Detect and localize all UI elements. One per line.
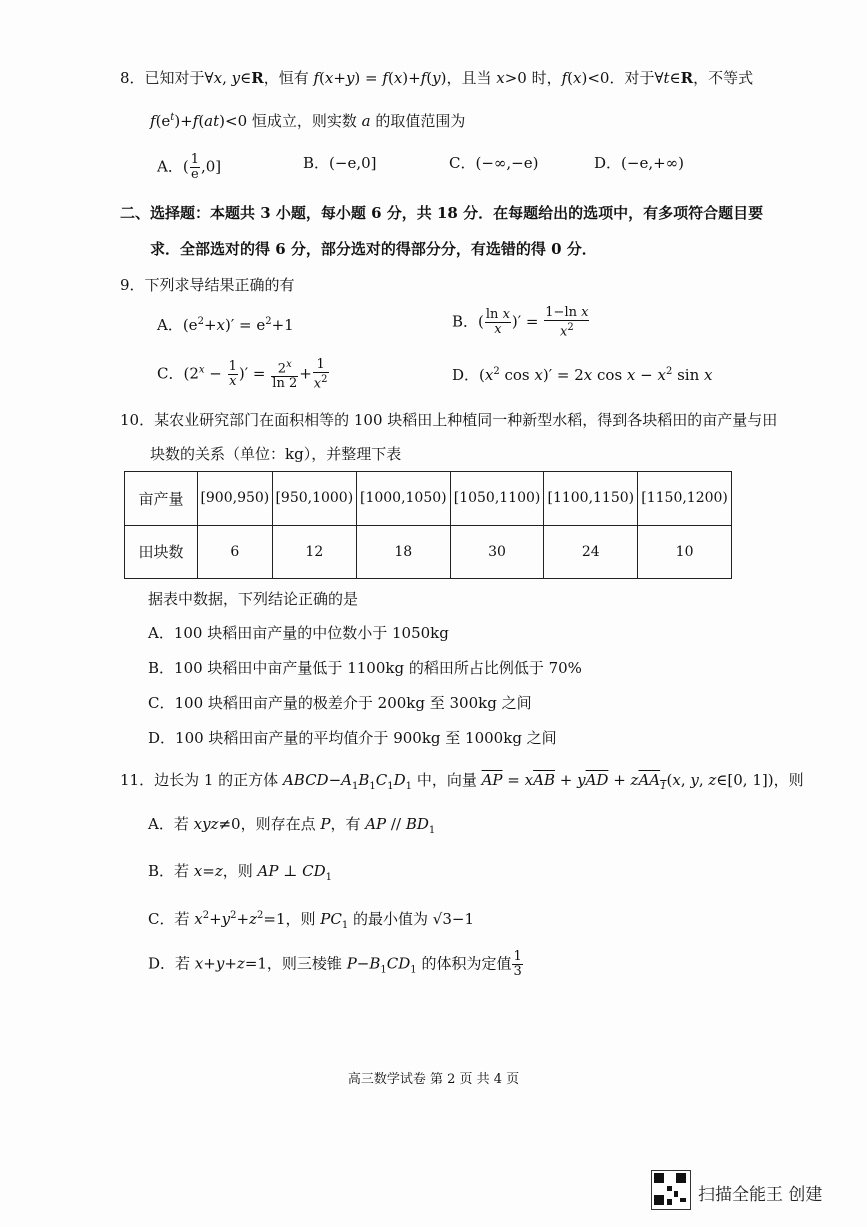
q10-option-a: A．100 块稻田亩产量的中位数小于 1050kg bbox=[148, 624, 449, 642]
q9-option-a: A．$(e^2+x)' = e^2+1$ bbox=[157, 316, 294, 334]
table-cell: 10 bbox=[638, 525, 732, 579]
table-cell: [1100,1150) bbox=[544, 472, 638, 526]
q8-option-b: B．(−e,0] bbox=[303, 154, 377, 172]
q8-option-d: D．(−e,+∞) bbox=[594, 154, 685, 172]
section2-line2: 求．全部选对的得 6 分，部分选对的得部分分，有选错的得 0 分． bbox=[150, 240, 597, 258]
table-header-count: 田块数 bbox=[125, 525, 198, 579]
q9-stem: 9．下列求导结果正确的有 bbox=[120, 276, 295, 294]
q8-option-c: C．(−∞,−e) bbox=[449, 154, 539, 172]
table-cell: 12 bbox=[272, 525, 356, 579]
q8-option-a: A．( $\frac{1}{e}$ ,0] bbox=[157, 152, 222, 182]
q11-option-a: A．若 xyz≠0，则存在点 P，有 AP // $BD_1$ bbox=[148, 815, 436, 836]
q11-option-b: B．若 x=z，则 AP ⊥ $CD_1$ bbox=[148, 862, 333, 883]
qr-code-icon bbox=[651, 1170, 691, 1210]
scanner-watermark: 扫描全能王 创建 bbox=[698, 1185, 823, 1205]
table-cell: 24 bbox=[544, 525, 638, 579]
table-cell: [1150,1200) bbox=[638, 472, 732, 526]
table-cell: [1000,1050) bbox=[356, 472, 450, 526]
table-row bbox=[125, 525, 732, 579]
q10-after-table: 据表中数据，下列结论正确的是 bbox=[148, 590, 359, 608]
q10-option-d: D．100 块稻田亩产量的平均值介于 900kg 至 1000kg 之间 bbox=[148, 729, 557, 747]
q11-option-c: C．若 $x^2+y^2+z^2=1$，则 $PC_1$ 的最小值为 √3−1 bbox=[148, 910, 474, 931]
table-row bbox=[125, 472, 732, 526]
q10-option-b: B．100 块稻田中亩产量低于 1100kg 的稻田所占比例低于 70% bbox=[148, 659, 582, 677]
table-cell: [900,950) bbox=[198, 472, 273, 526]
q10-stem-line2: 块数的关系（单位：kg），并整理下表 bbox=[150, 445, 402, 463]
section2-line1: 二、选择题：本题共 3 小题，每小题 6 分，共 18 分．在每题给出的选项中，有多项符合题目要 bbox=[120, 204, 764, 222]
table-cell: [950,1000) bbox=[272, 472, 356, 526]
q10-option-c: C．100 块稻田亩产量的极差介于 200kg 至 300kg 之间 bbox=[148, 694, 532, 712]
q9-option-d: D．($x^2$ cos x)′ = 2x $\cos x - x^2$ sin x bbox=[452, 366, 713, 384]
q9-option-c: C．($2^x$ − $\frac{1}{x}$ )′ = $\frac{2^x}{\ln 2}$ + $\frac{1}{x^2}$ bbox=[157, 357, 328, 392]
q9-option-b: B．( $\frac{\text{ln x}}{x}$ )′ = $\frac{\text{1−ln x}}{x^2}$ bbox=[452, 305, 589, 340]
table-header-yield: 亩产量 bbox=[125, 472, 198, 526]
yield-table bbox=[124, 471, 732, 579]
table-cell: 6 bbox=[198, 525, 273, 579]
table-cell: 18 bbox=[356, 525, 450, 579]
q8-stem-line2: $f(e^t)+f(at)<0$ 恒成立，则实数 a 的取值范围为 bbox=[150, 112, 466, 130]
q8-stem-line1: 8．已知对于∀x, y∈R，恒有 f(x+y) = f(x)+f(y)，且当 x>0 时，f(x)<0．对于∀t∈R，不等式 bbox=[120, 69, 754, 87]
q10-stem-line1: 10．某农业研究部门在面积相等的 100 块稻田上种植同一种新型水稻，得到各块稻田的亩产量与田 bbox=[120, 411, 778, 429]
table-cell: [1050,1100) bbox=[450, 472, 544, 526]
page-footer: 高三数学试卷 第 2 页 共 4 页 bbox=[347, 1072, 520, 1087]
q11-stem: 11．边长为 1 的正方体 $ABCD-A_1B_1C_1D_1$ 中，向量 $\overline{AP} = x\overline{AB} + y\overline{AD} + zAA_1(x$, y, z∈[0, 1])，则 bbox=[120, 771, 804, 792]
q11-option-d: D．若 x+y+z=1，则三棱锥 $P-B_1CD_1$ 的体积为定值 $\frac{1}{3}$ bbox=[148, 949, 522, 979]
table-cell: 30 bbox=[450, 525, 544, 579]
